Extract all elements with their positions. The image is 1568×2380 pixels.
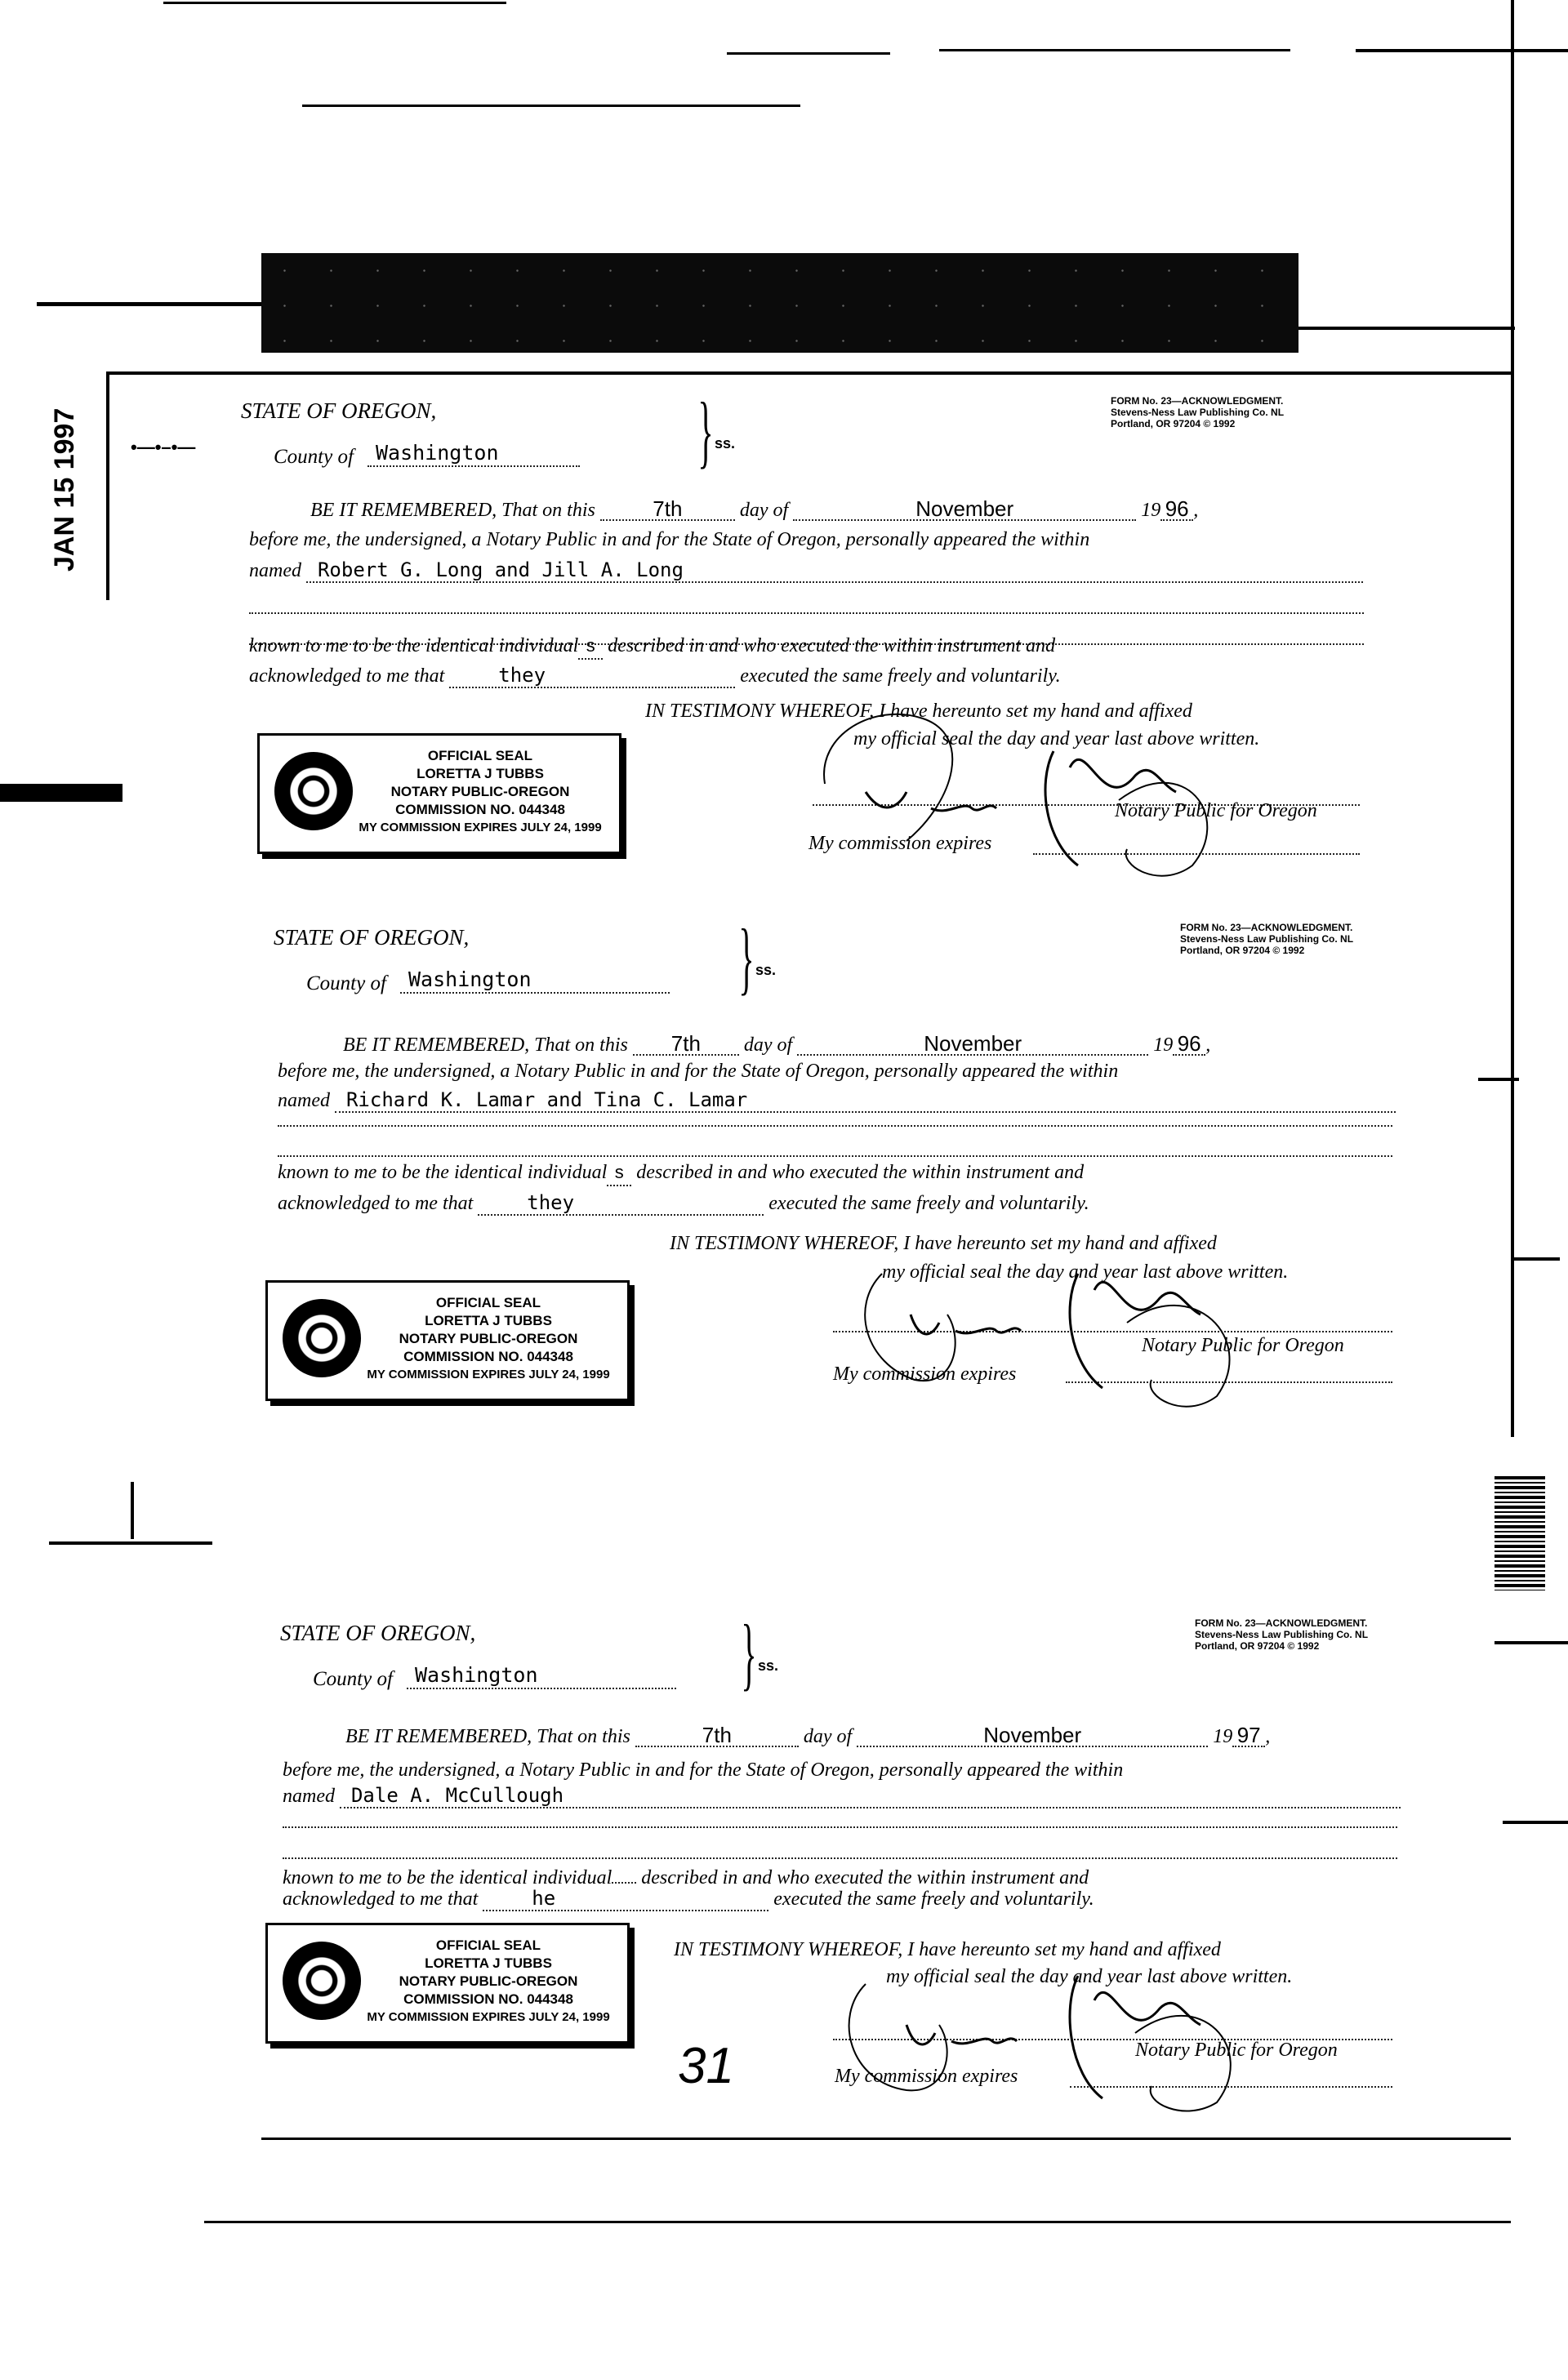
state-heading: STATE OF OREGON, bbox=[274, 925, 470, 950]
scan-line bbox=[1511, 0, 1514, 1437]
oregon-seal-icon bbox=[283, 1299, 361, 1377]
scan-line bbox=[37, 302, 265, 306]
notary-signature bbox=[825, 1935, 1282, 2123]
ss-mark: ss. bbox=[715, 435, 736, 452]
month-field: November bbox=[797, 1031, 1148, 1056]
margin-scribble: •—•–•— bbox=[131, 437, 196, 457]
plural-field: s bbox=[578, 635, 603, 660]
brace: } bbox=[697, 385, 714, 476]
scan-line bbox=[106, 371, 109, 600]
blank-line bbox=[278, 1125, 1392, 1127]
named-field: Richard K. Lamar and Tina C. Lamar bbox=[335, 1088, 1396, 1113]
county-value: Washington bbox=[368, 441, 580, 467]
form-number-block: FORM No. 23—ACKNOWLEDGMENT. Stevens-Ness Law Publishing Co. NL Portland, OR 97204 © 1992 bbox=[1180, 922, 1354, 956]
before-me-line: before me, the undersigned, a Notary Public in and for the State of Oregon, personally appeared the within bbox=[283, 1759, 1124, 1781]
redaction-bar bbox=[261, 253, 1298, 353]
state-heading: STATE OF OREGON, bbox=[280, 1621, 476, 1645]
testimony-line: IN TESTIMONY WHEREOF, I have hereunto set my hand and affixed bbox=[645, 701, 1192, 722]
brace: } bbox=[741, 1608, 757, 1698]
year-field: 96 bbox=[1160, 496, 1193, 521]
blank-line bbox=[249, 612, 1364, 614]
scan-line bbox=[1494, 1641, 1568, 1644]
named-line: named Dale A. McCullough bbox=[283, 1784, 1401, 1808]
year-field: 97 bbox=[1232, 1723, 1265, 1747]
county-value: Washington bbox=[400, 968, 670, 994]
known-line: known to me to be the identical individual s described in and who executed the within instrument and bbox=[249, 635, 1055, 660]
remembered-line: BE IT REMEMBERED, That on this 7th day of November 19 96 , bbox=[343, 1031, 1211, 1056]
oregon-seal-icon bbox=[283, 1942, 361, 2020]
scan-line bbox=[163, 2, 506, 4]
scan-line bbox=[204, 2221, 1511, 2223]
form-number-block: FORM No. 23—ACKNOWLEDGMENT. Stevens-Ness Law Publishing Co. NL Portland, OR 97204 © 1992 bbox=[1111, 395, 1285, 429]
plural-field: s bbox=[607, 1162, 631, 1186]
scan-line bbox=[939, 49, 1290, 51]
barcode-mark bbox=[1494, 1476, 1545, 1590]
named-field: Dale A. McCullough bbox=[340, 1784, 1401, 1808]
notary-signature bbox=[833, 1225, 1290, 1421]
recording-date-text: JAN 15 1997 bbox=[49, 407, 80, 572]
notary-public-label: Notary Public for Oregon bbox=[1135, 2040, 1338, 2061]
oregon-seal-icon bbox=[274, 752, 353, 830]
scan-line bbox=[131, 1482, 134, 1539]
state-heading: STATE OF OREGON, bbox=[241, 398, 437, 423]
scan-line bbox=[302, 105, 800, 107]
scan-line bbox=[1294, 327, 1515, 330]
commission-label: My commission expires bbox=[808, 833, 992, 854]
scan-line bbox=[106, 371, 1511, 375]
scan-line bbox=[1503, 1821, 1568, 1824]
testimony-line-2: my official seal the day and year last above written. bbox=[882, 1261, 1289, 1283]
testimony-line-2: my official seal the day and year last above written. bbox=[853, 728, 1260, 750]
commission-label: My commission expires bbox=[833, 1363, 1017, 1385]
before-me-line: before me, the undersigned, a Notary Public in and for the State of Oregon, personally appeared the within bbox=[278, 1061, 1119, 1082]
recording-date-stamp bbox=[33, 384, 106, 596]
testimony-line-2: my official seal the day and year last above written. bbox=[886, 1966, 1293, 1987]
commission-label: My commission expires bbox=[835, 2066, 1018, 2087]
notary-seal: OFFICIAL SEAL LORETTA J TUBBS NOTARY PUBLIC-OREGON COMMISSION NO. 044348 MY COMMISSION EXPIRES JULY 24, 1999 bbox=[265, 1923, 630, 2044]
named-line: named Robert G. Long and Jill A. Long bbox=[249, 558, 1363, 583]
brace: } bbox=[738, 912, 755, 1003]
year-field: 96 bbox=[1173, 1031, 1205, 1056]
month-field: November bbox=[857, 1723, 1208, 1747]
notary-seal: OFFICIAL SEAL LORETTA J TUBBS NOTARY PUBLIC-OREGON COMMISSION NO. 044348 MY COMMISSION EXPIRES JULY 24, 1999 bbox=[257, 733, 621, 854]
pronoun-field: he bbox=[483, 1887, 768, 1911]
page-number: 31 bbox=[678, 2038, 734, 2094]
pronoun-field: they bbox=[449, 664, 735, 688]
county-label: County of bbox=[274, 446, 354, 468]
acknowledged-line: acknowledged to me that he executed the same freely and voluntarily. bbox=[283, 1887, 1094, 1910]
notary-public-label: Notary Public for Oregon bbox=[1142, 1335, 1344, 1356]
day-field: 7th bbox=[600, 496, 735, 521]
blank-line bbox=[278, 1155, 1392, 1157]
named-line: named Richard K. Lamar and Tina C. Lamar bbox=[278, 1088, 1396, 1113]
acknowledged-line: acknowledged to me that they executed the same freely and voluntarily. bbox=[278, 1191, 1089, 1214]
pronoun-field: they bbox=[478, 1191, 764, 1216]
form-number-block: FORM No. 23—ACKNOWLEDGMENT. Stevens-Ness Law Publishing Co. NL Portland, OR 97204 © 1992 bbox=[1195, 1617, 1369, 1652]
named-field: Robert G. Long and Jill A. Long bbox=[306, 558, 1363, 583]
blank-line bbox=[283, 1826, 1397, 1828]
county-value: Washington bbox=[407, 1663, 676, 1689]
month-field: November bbox=[793, 496, 1136, 521]
plural-field bbox=[612, 1859, 636, 1884]
scan-line bbox=[261, 2138, 1511, 2140]
scan-line bbox=[1511, 1257, 1560, 1261]
notary-signature bbox=[808, 702, 1266, 890]
testimony-line: IN TESTIMONY WHEREOF, I have hereunto set my hand and affixed bbox=[674, 1939, 1221, 1960]
remembered-line: BE IT REMEMBERED, That on this 7th day of November 19 96 , bbox=[310, 496, 1199, 521]
notary-seal: OFFICIAL SEAL LORETTA J TUBBS NOTARY PUBLIC-OREGON COMMISSION NO. 044348 MY COMMISSION EXPIRES JULY 24, 1999 bbox=[265, 1280, 630, 1401]
ss-mark: ss. bbox=[758, 1657, 779, 1674]
scan-line bbox=[1478, 1078, 1519, 1081]
remembered-line: BE IT REMEMBERED, That on this 7th day of November 19 97 , bbox=[345, 1723, 1271, 1747]
acknowledged-line: acknowledged to me that they executed the same freely and voluntarily. bbox=[249, 664, 1061, 687]
day-field: 7th bbox=[635, 1723, 799, 1747]
scan-line bbox=[727, 52, 890, 55]
day-field: 7th bbox=[633, 1031, 739, 1056]
county-label: County of bbox=[313, 1668, 393, 1690]
known-line: known to me to be the identical individual described in and who executed the within instrument and bbox=[283, 1859, 1089, 1889]
before-me-line: before me, the undersigned, a Notary Public in and for the State of Oregon, personally appeared the within bbox=[249, 529, 1090, 550]
testimony-line: IN TESTIMONY WHEREOF, I have hereunto set my hand and affixed bbox=[670, 1233, 1217, 1254]
county-label: County of bbox=[306, 972, 386, 994]
scan-line bbox=[49, 1541, 212, 1545]
known-line: known to me to be the identical individual s described in and who executed the within instrument and bbox=[278, 1162, 1084, 1186]
notary-public-label: Notary Public for Oregon bbox=[1115, 800, 1317, 821]
scan-line bbox=[1356, 49, 1568, 52]
ss-mark: ss. bbox=[755, 962, 777, 978]
scan-line bbox=[0, 784, 122, 802]
